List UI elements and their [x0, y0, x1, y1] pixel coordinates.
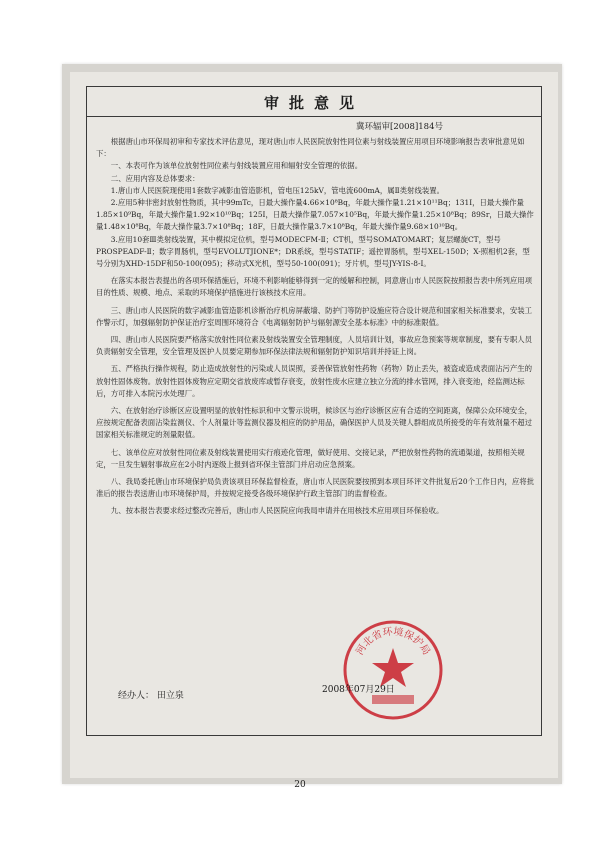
page-number: 20 [294, 780, 306, 790]
paragraph-item-6: 六、在放射治疗诊断区应设置明显的放射性标识和中文警示说明，候诊区与治疗诊断区应有合适的空间距离，保障公众环境安全，应按规定配备表面沾染监测仪、个人剂量计等监测仪器及相应的防护用品，确保医护人员及关键人群组成员所接受的年有效剂量不超过国家相关标准规定的剂量限值。 [96, 406, 533, 440]
paragraph-conclusion: 在落实本报告表提出的各项环保措施后，环境不利影响能够得到一定的缓解和控制，同意唐山市人民医院按照报告表中所列应用项目的性质、规模、地点、采取的环境保护措施进行该核技术应用。 [96, 276, 533, 298]
paragraph-item-8: 八、我局委托唐山市环境保护局负责该项目环保监督检查，唐山市人民医院要按照到本项目环评文件批复后20个工作日内，应将批准后的报告表送唐山市环境保护局，并按规定接受各级环境保护行政主管部门的监督检查。 [96, 477, 535, 499]
approval-date: 2008年07月29日 [322, 685, 395, 695]
handler-signature [118, 688, 184, 701]
paragraph-item-3: 三、唐山市人民医院的数字减影血管造影机诊断治疗机房屏蔽墙、防护门等防护设施应符合设计规范和国家相关标准要求，安装工作警示灯，加强辐射防护保证治疗室周围环境符合《电离辐射防护与辐射源安全基本标准》中的标准限值。 [96, 305, 533, 327]
paragraph-item-5: 五、严格执行操作规程，防止造成放射性的污染或人员误照，妥善保管放射性药物（药物）防止丢失，被盗或造成表面沾污产生的放射性固体废物。放射性固体废物应定期交省放废库或暂存衰变，放射性废水应建立独立分流的排水管网，排入衰变池，经监测达标后，方可排入本院污水处理厂。 [96, 364, 533, 398]
document-title: 审批意见 [263, 94, 364, 112]
handler-label: 经办人： [118, 691, 155, 701]
svg-text:河北省环境保护局: 河北省环境保护局 [354, 626, 432, 658]
approval-body [96, 136, 536, 518]
paragraph-sub-3: 3.应用10套Ⅲ类射线装置，其中模拟定位机，型号MODECFM-Ⅱ；CT机，型号SOMATOMART；复层螺旋CT，型号PROSPEADF-Ⅱ；数字胃肠机，型号EVOLUTJIONE*；DR系统，型号STATIF；遥控胃肠机，型号XEL-150D；X-照相机2套，型号分别为XHD-15DF和50-100(095)；移动式X光机，型号50-100(091)；牙片机，型号JY-YIS-8-I。 [96, 234, 530, 269]
photo-timestamp [32, 596, 72, 746]
paragraph-item-9: 九、按本报告表要求经过整改完善后，唐山市人民医院应向我局申请并在用核技术应用项目环保验收。 [110, 506, 444, 516]
paragraph-item-7: 七、该单位应对放射性同位素及射线装置使用实行痕迹化管理，做好使用、交接记录，严把放射性药物的流通渠道，按照相关规定，一旦发生辐射事故应在2小时内逐级上报到省环保主管部门并启动应急预案。 [96, 447, 525, 469]
handler-name: 田立泉 [156, 691, 184, 701]
paragraph-sub-2: 2.应用5种非密封放射性物质，其中99mTc，日最大操作量4.66×10⁸Bq，年最大操作量1.21×10¹¹Bq；131I，日最大操作量1.85×10⁹Bq，年最大操作量1.92×10¹⁰Bq；125I，日最大操作量7.057×10⁵Bq，年最大操作量1.25×10⁸Bq；89Sr，日最大操作量1.48×10⁸Bq，年最大操作量3.7×10⁸Bq；18F，日最大操作量3.7×10⁸Bq，年最大操作量9.68×10¹⁰Bq。 [96, 198, 534, 232]
document-number: 冀环辐审[2008]184号 [356, 122, 443, 132]
paragraph-sub-1: 1.唐山市人民医院现使用1套数字减影血管造影机，管电压125kV，管电流600mA，属Ⅱ类射线装置。 [110, 185, 445, 195]
paragraph-item-1: 一、本表可作为该单位放射性同位素与射线装置应用和辐射安全管理的依据。 [110, 161, 363, 171]
title-divider [86, 116, 542, 117]
official-seal [338, 615, 448, 725]
svg-text:2019.04.19 08:44: 2019.04.19 08:44 [42, 601, 60, 746]
paragraph-item-4: 四、唐山市人民医院要严格落实放射性同位素及射线装置安全管理制度，人员培训计划，事故应急预案等规章制度，要有专职人员负责辐射安全管理，安全管理及医护人员要定期参加环保法律法规和辐射防护知识培训并持证上岗。 [96, 335, 533, 357]
paragraph-intro: 根据唐山市环保局初审和专家技术评估意见，现对唐山市人民医院放射性同位素与射线装置应用项目环境影响报告表审批意见如下： [96, 137, 525, 159]
paragraph-item-2: 二、应用内容及总体要求： [110, 173, 200, 183]
